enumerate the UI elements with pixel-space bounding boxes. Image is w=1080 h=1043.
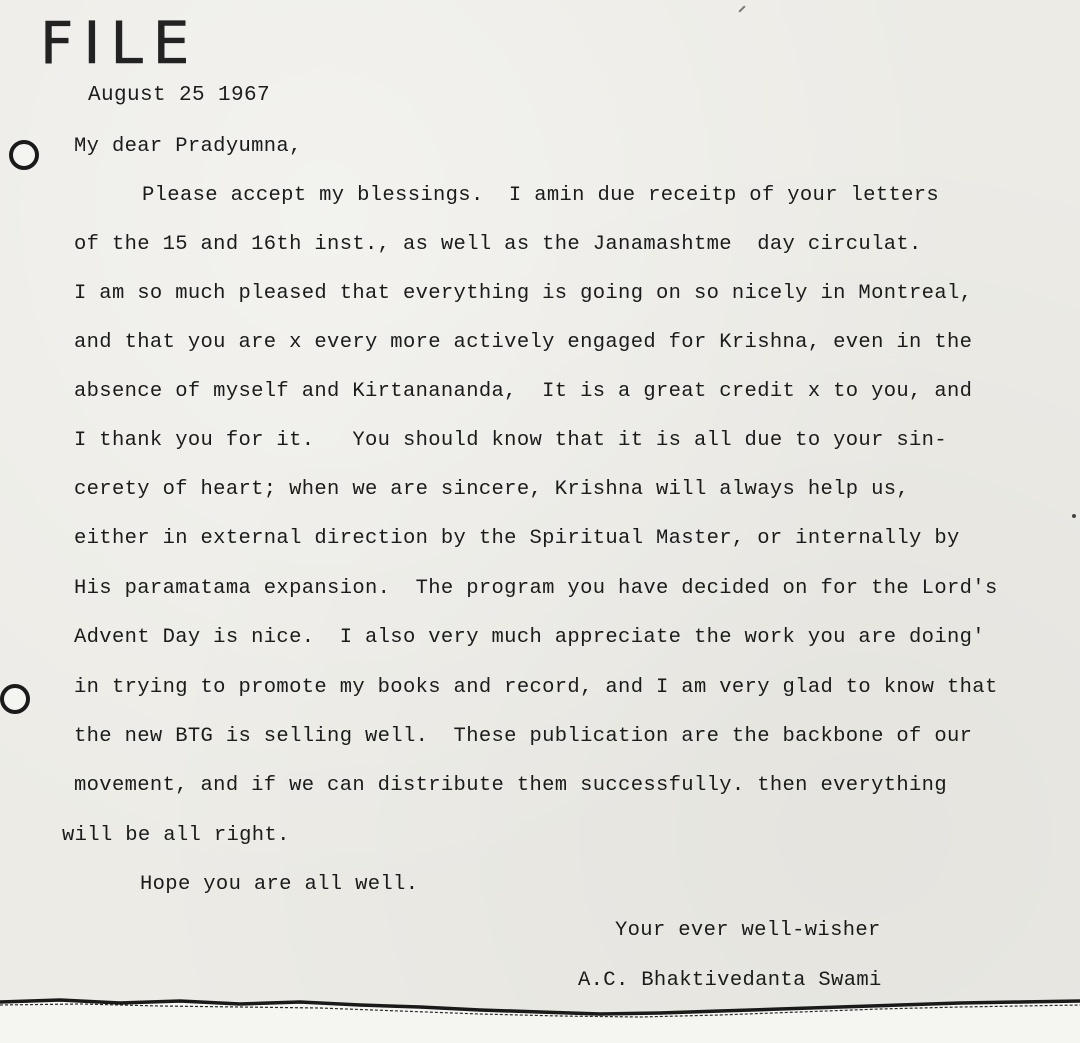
body-line: absence of myself and Kirtanananda, It is a great credit x to you, and bbox=[74, 380, 973, 403]
body-line: I am so much pleased that everything is going on so nicely in Montreal, bbox=[74, 282, 973, 305]
body-line: cerety of heart; when we are sincere, Krishna will always help us, bbox=[74, 478, 910, 501]
body-line: Advent Day is nice. I also very much appreciate the work you are doing' bbox=[74, 626, 985, 649]
body-line: Please accept my blessings. I amin due receitp of your letters bbox=[142, 184, 940, 207]
paper-speck bbox=[1072, 514, 1076, 518]
body-line: the new BTG is selling well. These publication are the backbone of our bbox=[74, 725, 973, 748]
body-line: His paramatama expansion. The program you have decided on for the Lord's bbox=[74, 577, 998, 600]
body-line: of the 15 and 16th inst., as well as the Janamashtme day circulat. bbox=[74, 233, 922, 256]
punch-hole-icon bbox=[9, 140, 39, 170]
file-stamp: FILE bbox=[40, 9, 200, 77]
body-line: movement, and if we can distribute them successfully. then everything bbox=[74, 774, 947, 797]
salutation: My dear Pradyumna, bbox=[74, 135, 302, 158]
body-line: in trying to promote my books and record, and I am very glad to know that bbox=[74, 676, 998, 699]
signature: A.C. Bhaktivedanta Swami bbox=[578, 969, 882, 992]
body-line: either in external direction by the Spiritual Master, or internally by bbox=[74, 527, 960, 550]
body-line: I thank you for it. You should know that it is all due to your sin- bbox=[74, 429, 947, 452]
punch-hole-icon bbox=[0, 684, 30, 714]
body-line: and that you are x every more actively engaged for Krishna, even in the bbox=[74, 331, 973, 354]
signoff: Your ever well-wisher bbox=[615, 919, 881, 942]
torn-bottom-edge bbox=[0, 996, 1080, 1043]
body-line: will be all right. bbox=[62, 824, 290, 847]
letter-date: August 25 1967 bbox=[88, 84, 271, 107]
paper-mark bbox=[738, 5, 745, 12]
closing-line: Hope you are all well. bbox=[140, 873, 419, 896]
